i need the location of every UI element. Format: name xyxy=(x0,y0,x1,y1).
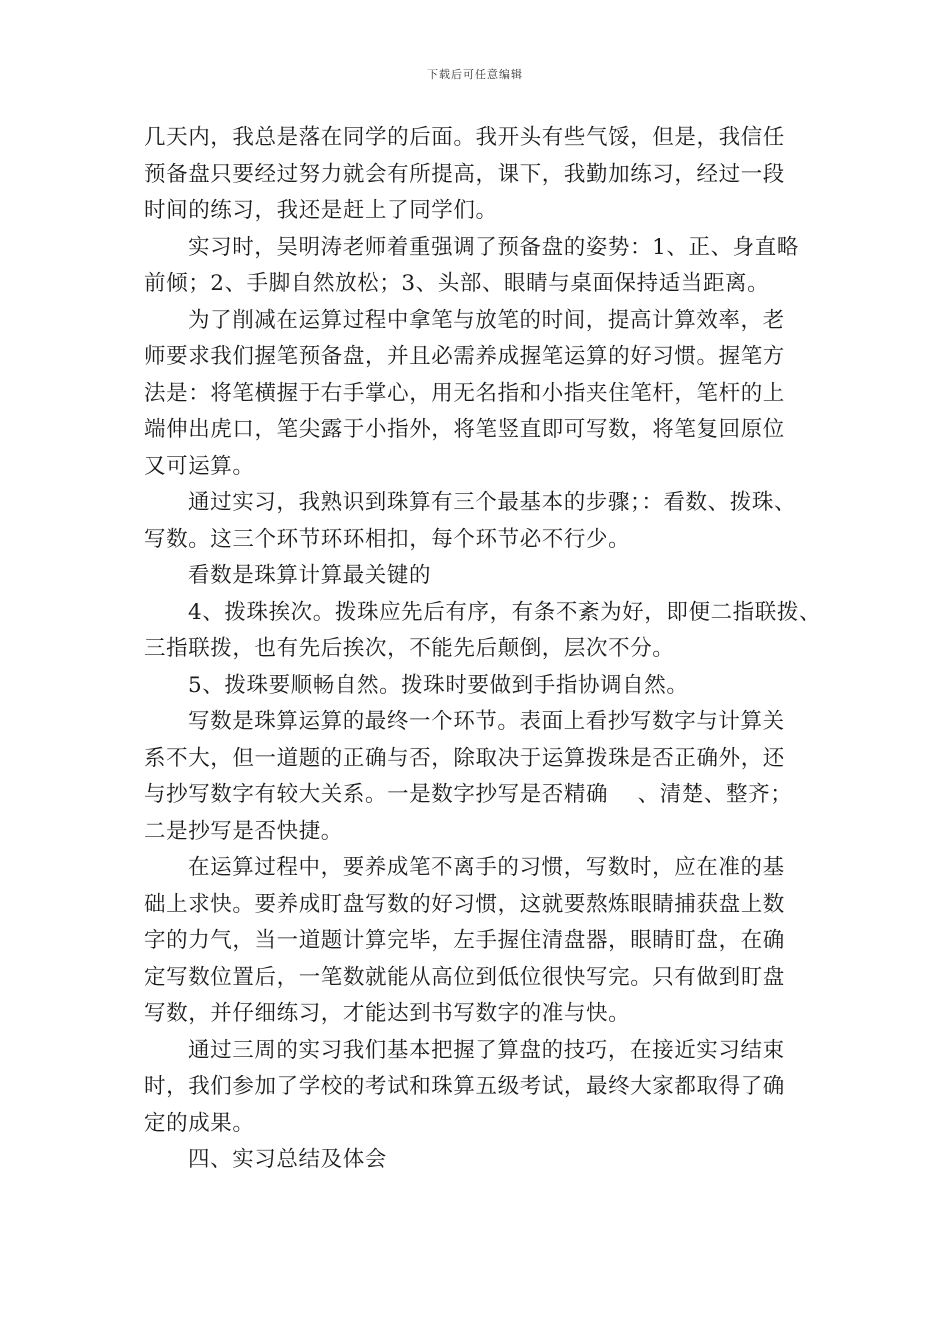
text-line: 系不大，但一道题的正确与否，除取决于运算拨珠是否正确外，还 xyxy=(144,745,785,771)
text-line: 预备盘只要经过努力就会有所提高，课下，我勤加练习，经过一段 xyxy=(144,161,785,187)
text-line: 定写数位置后，一笔数就能从高位到低位很快写完。只有做到盯盘 xyxy=(144,964,785,990)
text-line: 法是：将笔横握于右手掌心，用无名指和小指夹住笔杆，笔杆的上 xyxy=(144,380,785,406)
body-text xyxy=(144,120,822,1179)
page-header: 下载后可任意编辑 xyxy=(427,68,523,81)
text-line: 4、拨珠挨次。拨珠应先后有序，有条不紊为好，即便二指联拨、 xyxy=(188,599,822,625)
text-line: 时，我们参加了学校的考试和珠算五级考试，最终大家都取得了确 xyxy=(144,1074,785,1099)
text-line: 时间的练习，我还是赶上了同学们。 xyxy=(144,198,498,223)
text-line: 在运算过程中，要养成笔不离手的习惯，写数时，应在准的基 xyxy=(188,855,785,880)
text-line: 四、实习总结及体会 xyxy=(188,1147,387,1172)
text-line: 定的成果。 xyxy=(144,1110,255,1136)
text-line: 前倾；2、手脚自然放松；3、头部、眼睛与桌面保持适当距离。 xyxy=(144,271,770,296)
text-line: 字的力气，当一道题计算完毕，左手握住清盘器，眼睛盯盘，在确 xyxy=(144,928,785,953)
text-line: 师要求我们握笔预备盘，并且必需养成握笔运算的好习惯。握笔方 xyxy=(144,344,785,369)
text-line: 写数，并仔细练习，才能达到书写数字的准与快。 xyxy=(144,1001,631,1026)
text-line: 写数是珠算运算的最终一个环节。表面上看抄写数字与计算关 xyxy=(188,709,785,734)
text-line: 又可运算。 xyxy=(144,453,255,479)
text-line: 三指联拨，也有先后挨次，不能先后颠倒，层次不分。 xyxy=(144,636,675,661)
text-line: 通过实习，我熟识到珠算有三个最基本的步骤；：看数、拨珠、 xyxy=(188,490,797,515)
text-line: 几天内，我总是落在同学的后面。我开头有些气馁，但是，我信任 xyxy=(144,125,785,150)
text-line: 端伸出虎口，笔尖露于小指外，将笔竖直即可写数，将笔复回原位 xyxy=(144,417,785,442)
text-line: 通过三周的实习我们基本把握了算盘的技巧，在接近实习结束 xyxy=(188,1037,785,1063)
text-line: 写数。这三个环节环环相扣，每个环节必不行少。 xyxy=(144,526,631,552)
text-line: 5、拨珠要顺畅自然。拨珠时要做到手指协调自然。 xyxy=(188,672,689,698)
text-line: 看数是珠算计算最关键的 xyxy=(188,563,432,588)
text-line: 二是抄写是否快捷。 xyxy=(144,818,343,844)
text-line: 础上求快。要养成盯盘写数的好习惯，这就要熬炼眼睛捕获盘上数 xyxy=(144,891,785,917)
text-line: 与抄写数字有较大关系。一是数字抄写是否精确 、清楚、整齐； xyxy=(144,782,793,807)
text-line: 为了削减在运算过程中拿笔与放笔的时间，提高计算效率，老 xyxy=(188,307,785,333)
text-line: 实习时，吴明涛老师着重强调了预备盘的姿势：1、正、身直略 xyxy=(188,234,799,260)
